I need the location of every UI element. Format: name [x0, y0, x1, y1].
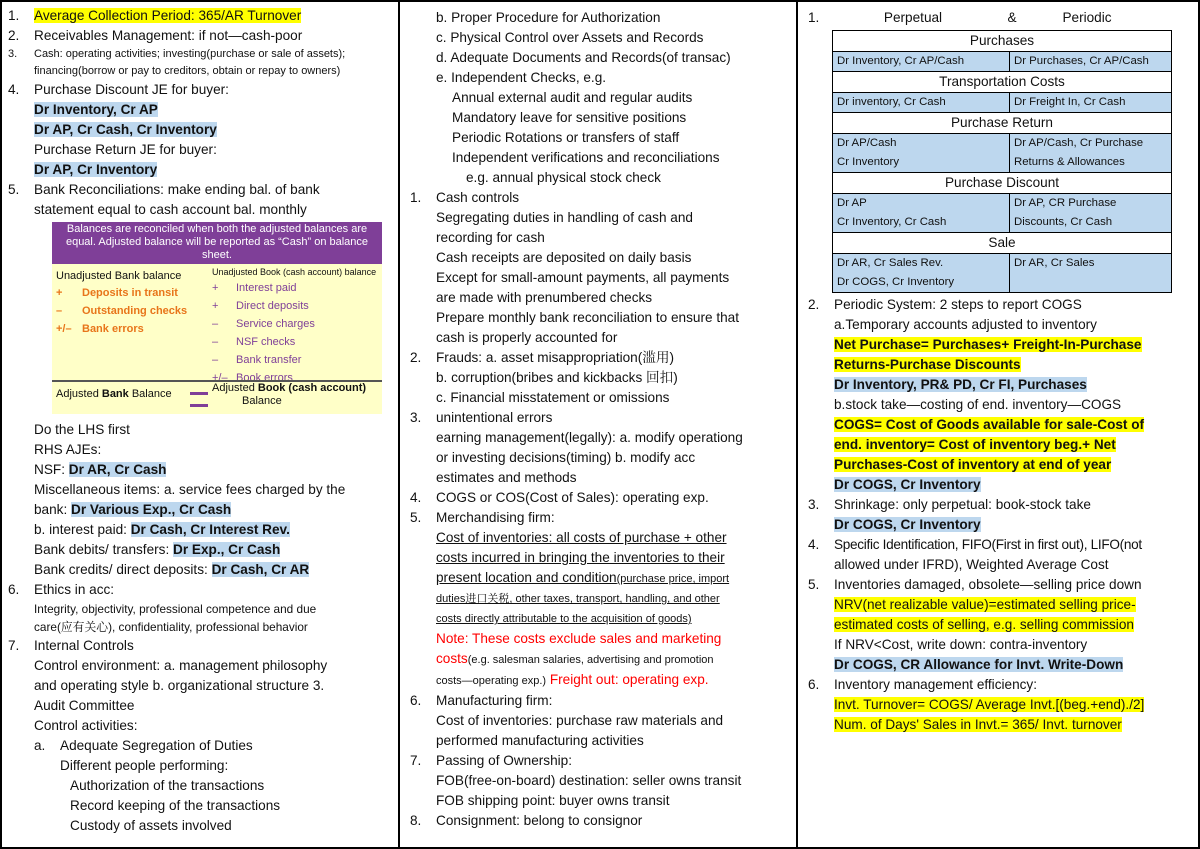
text-small: costs—operating exp.) [436, 675, 547, 687]
bank-rec-header: Balances are reconciled when both the adjusted balances are equal. Adjusted balance will be reported as “Cash” on balance sheet. [52, 222, 382, 264]
text-line: Segregating duties in handling of cash and [436, 210, 693, 225]
item-number: 1. [8, 8, 20, 23]
foot-bold: Book (cash account) [257, 382, 367, 394]
text-line: Control environment: a. management philosophy [34, 658, 328, 673]
text-line: Custody of assets involved [70, 818, 232, 833]
column-1 [2, 2, 400, 847]
bank-rec-item: Bank Reconciliations: make ending bal. of bank [34, 182, 320, 197]
item-number: 4. [8, 82, 20, 97]
journal-entry: Dr COGS, CR Allowance for Invt. Write-Down [834, 657, 1124, 672]
text-line: Cost of inventories: purchase raw materials and [436, 713, 724, 728]
foot-bold: Bank [101, 388, 129, 400]
text-line: a.Temporary accounts adjusted to inventory [834, 317, 1097, 332]
efficiency-item: Inventory management efficiency: [834, 677, 1038, 692]
equals-sign-icon [190, 392, 208, 407]
formula: Invt. Turnover= COGS/ Average Invt.[(beg.+end)./2] [834, 697, 1145, 712]
item-number: 2. [410, 350, 422, 365]
journal-entry: Dr AR, Cr Cash [68, 462, 167, 477]
sign: – [56, 305, 63, 317]
text-line: d. Adequate Documents and Records(of transac) [436, 50, 731, 65]
section-title: Transportation Costs [833, 72, 1172, 93]
item-number: 4. [410, 490, 422, 505]
sign: +/– [212, 372, 228, 384]
entry-line: Dr COGS, Cr Inventory [837, 276, 955, 288]
book-adjustment: Service charges [236, 318, 315, 330]
journal-entry: Dr COGS, Cr Inventory [834, 477, 981, 492]
formula: estimated costs of selling, e.g. selling commission [834, 617, 1134, 632]
text-line: Adequate Segregation of Duties [60, 738, 253, 753]
formula: NRV(net realizable value)=estimated selling price- [834, 597, 1136, 612]
item-number: 6. [8, 582, 20, 597]
book-balance-title: Unadjusted Book (cash account) balance [212, 267, 377, 277]
text-line: are made with prenumbered checks [436, 290, 653, 305]
item-number: 6. [410, 693, 422, 708]
adjusted-book-balance [212, 382, 366, 408]
consignment-item: Consignment: belong to consignor [436, 813, 643, 828]
text-line: b. Proper Procedure for Authorization [436, 10, 661, 25]
sign: + [56, 287, 63, 299]
text-line: If NRV<Cost, write down: contra-inventory [834, 637, 1088, 652]
journal-entry: Dr Inventory, PR& PD, Cr FI, Purchases [834, 377, 1087, 392]
text-line: Except for small-amount payments, all payments [436, 270, 730, 285]
book-adjustment: Direct deposits [236, 300, 309, 312]
text-line: Audit Committee [34, 698, 135, 713]
formula: Net Purchase= Purchases+ Freight-In-Purchase [834, 337, 1142, 352]
item-number: 3. [808, 497, 820, 512]
merchandising-item: Merchandising firm: [436, 510, 555, 525]
entry-line: Cr Inventory, Cr Cash [837, 216, 947, 228]
text-line: c. Physical Control over Assets and Records [436, 30, 704, 45]
text-small: costs directly attributable to the acquisition of goods) [436, 613, 692, 625]
text-line: Cash receipts are deposited on daily basis [436, 250, 692, 265]
note-line: costs [436, 651, 468, 666]
item-number: 2. [808, 297, 820, 312]
text-small: duties进口关税, other taxes, transport, handling, and other [436, 593, 720, 605]
text-line: Annual external audit and regular audits [452, 90, 693, 105]
text-line: recording for cash [436, 230, 545, 245]
text-line: earning management(legally): a. modify operationg [436, 430, 743, 445]
entry-line: Dr AR, Cr Sales Rev. [837, 257, 944, 269]
label: bank: [34, 502, 72, 517]
perpetual-entry [833, 194, 1010, 233]
sign: – [212, 336, 219, 348]
text-line: Control activities: [34, 718, 138, 733]
periodic-entry: Dr Purchases, Cr AP/Cash [1010, 52, 1172, 72]
bank-reconciliation-figure [52, 222, 382, 414]
note-line: Note: These costs exclude sales and marketing [436, 631, 722, 646]
errors-item: unintentional errors [436, 410, 553, 425]
purchase-return-label: Purchase Return JE for buyer: [34, 142, 217, 157]
journal-entry: Dr Cash, Cr Interest Rev. [130, 522, 290, 537]
foot-text: Adjusted [212, 382, 258, 394]
perpetual-header: Perpetual [883, 10, 943, 25]
column-2 [400, 2, 798, 847]
text-line: Prepare monthly bank reconciliation to ensure that [436, 310, 740, 325]
text-line: Cost of inventories: all costs of purchase + other [436, 530, 727, 545]
book-adjustment: Book errors [236, 372, 293, 384]
cash-activities-line2: financing(borrow or pay to creditors, obtain or repay to owners) [34, 65, 341, 77]
manufacturing-item: Manufacturing firm: [436, 693, 553, 708]
book-adjustment: Bank transfer [236, 354, 302, 366]
text-small: (e.g. salesman salaries, advertising and promotion [467, 654, 714, 666]
foot-text: Adjusted [56, 388, 102, 400]
entry-line: Returns & Allowances [1014, 156, 1125, 168]
item-number: 3. [8, 48, 18, 60]
text-line: costs incurred in bringing the inventories to their [436, 550, 725, 565]
cash-controls-item: Cash controls [436, 190, 520, 205]
text-line: FOB shipping point: buyer owns transit [436, 793, 670, 808]
sign: + [212, 282, 219, 294]
formula: Returns-Purchase Discounts [834, 357, 1021, 372]
shrinkage-item: Shrinkage: only perpetual: book-stock take [834, 497, 1091, 512]
journal-entry: Dr Exp., Cr Cash [173, 542, 281, 557]
adjusted-bank-balance [56, 388, 172, 400]
periodic-entry [1010, 254, 1172, 293]
item-number: 5. [8, 182, 20, 197]
entry-line: Dr AP, CR Purchase [1014, 197, 1117, 209]
item-number: 7. [410, 753, 422, 768]
formula: COGS= Cost of Goods available for sale-Cost of [834, 417, 1145, 432]
bank-rec-line2: statement equal to cash account bal. monthly [34, 202, 307, 217]
foot-text: Balance [128, 388, 172, 400]
entry-line: Dr AP/Cash [837, 137, 897, 149]
journal-entry: Dr AP, Cr Cash, Cr Inventory [34, 122, 217, 137]
sign: +/– [56, 323, 72, 335]
text-line: b. corruption(bribes and kickbacks 回扣) [436, 370, 678, 385]
section-title: Purchase Return [833, 113, 1172, 134]
sign: + [212, 300, 219, 312]
text-line: allowed under IFRD), Weighted Average Cost [834, 557, 1109, 572]
journal-entry: Dr Various Exp., Cr Cash [71, 502, 232, 517]
sign: – [212, 318, 219, 330]
costing-methods-item: Specific Identification, FIFO(First in first out), LIFO(not [834, 537, 1142, 552]
perpetual-entry [833, 134, 1010, 173]
entry-line: Cr Inventory [837, 156, 900, 168]
rhs-note: RHS AJEs: [34, 442, 102, 457]
ethics-line1: Integrity, objectivity, professional competence and due [34, 602, 317, 616]
sub-letter: a. [34, 738, 46, 753]
journal-entry: Dr COGS, Cr Inventory [834, 517, 981, 532]
lhs-note: Do the LHS first [34, 422, 130, 437]
text-line: c. Financial misstatement or omissions [436, 390, 670, 405]
journal-entry: Dr AP, Cr Inventory [34, 162, 158, 177]
perpetual-periodic-table [832, 30, 1172, 293]
text-line: and operating style b. organizational structure 3. [34, 678, 325, 693]
label: Bank debits/ transfers: [34, 542, 174, 557]
text-line: FOB(free-on-board) destination: seller owns transit [436, 773, 742, 788]
label: Bank credits/ direct deposits: [34, 562, 212, 577]
periodic-entry [1010, 134, 1172, 173]
text-line: Mandatory leave for sensitive positions [452, 110, 687, 125]
entry-line: Dr AP [837, 197, 867, 209]
bank-adjustment: Deposits in transit [82, 287, 178, 299]
bank-balance-title: Unadjusted Bank balance [56, 270, 182, 282]
item-number: 5. [808, 577, 820, 592]
collection-period-item: Average Collection Period: 365/AR Turnover [34, 8, 302, 23]
perpetual-entry: Dr Inventory, Cr AP/Cash [833, 52, 1010, 72]
entry-line: Discounts, Cr Cash [1014, 216, 1113, 228]
text-line: Periodic Rotations or transfers of staff [452, 130, 680, 145]
section-title: Sale [833, 233, 1172, 254]
section-title: Purchase Discount [833, 173, 1172, 194]
bank-adjustment: Outstanding checks [82, 305, 188, 317]
formula: Purchases-Cost of inventory at end of year [834, 457, 1112, 472]
column-3 [798, 2, 1198, 847]
cash-activities-line1: Cash: operating activities; investing(purchase or sale of assets); [34, 48, 346, 60]
text-line: Different people performing: [60, 758, 229, 773]
item-number: 1. [410, 190, 422, 205]
item-number: 6. [808, 677, 820, 692]
purchase-discount-item: Purchase Discount JE for buyer: [34, 82, 229, 97]
misc-items: Miscellaneous items: a. service fees charged by the [34, 482, 346, 497]
text-line: present location and condition [436, 570, 617, 585]
bank-adjustment: Bank errors [82, 323, 144, 335]
text-line: e.g. annual physical stock check [466, 170, 661, 185]
item-number: 4. [808, 537, 820, 552]
frauds-item: Frauds: a. asset misappropriation(滥用) [436, 350, 674, 365]
inventories-damaged-item: Inventories damaged, obsolete—selling price down [834, 577, 1142, 592]
label: NSF: [34, 462, 69, 477]
text-line: performed manufacturing activities [436, 733, 644, 748]
formula: end. inventory= Cost of inventory beg.+ Net [834, 437, 1116, 452]
entry-line: Dr AP/Cash, Cr Purchase [1014, 137, 1144, 149]
book-balance-side [212, 266, 376, 387]
ethics-item: Ethics in acc: [34, 582, 115, 597]
item-number: 7. [8, 638, 20, 653]
item-number: 8. [410, 813, 422, 828]
entry-line: Dr AR, Cr Sales [1014, 257, 1095, 269]
bank-rec-body [52, 264, 382, 414]
note-line: Freight out: operating exp. [546, 672, 709, 687]
item-number: 2. [8, 28, 20, 43]
internal-controls-item: Internal Controls [34, 638, 134, 653]
periodic-system-item: Periodic System: 2 steps to report COGS [834, 297, 1082, 312]
cogs-item: COGS or COS(Cost of Sales): operating exp. [436, 490, 709, 505]
perpetual-entry: Dr inventory, Cr Cash [833, 93, 1010, 113]
item-number: 5. [410, 510, 422, 525]
ownership-item: Passing of Ownership: [436, 753, 573, 768]
ethics-line2: care(应有关心), confidentiality, professional behavior [34, 620, 308, 634]
foot-text: Balance [242, 395, 282, 407]
ampersand: & [1007, 10, 1017, 25]
text-line: e. Independent Checks, e.g. [436, 70, 607, 85]
perpetual-entry [833, 254, 1010, 293]
book-adjustment: NSF checks [236, 336, 296, 348]
periodic-header: Periodic [1062, 10, 1112, 25]
journal-entry: Dr Inventory, Cr AP [34, 102, 158, 117]
formula: Num. of Days' Sales in Invt.= 365/ Invt. turnover [834, 717, 1122, 732]
receivables-item: Receivables Management: if not—cash-poor [34, 28, 303, 43]
sign: – [212, 354, 219, 366]
text-line: Authorization of the transactions [70, 778, 265, 793]
text-line: Independent verifications and reconciliations [452, 150, 720, 165]
text-line: cash is properly accounted for [436, 330, 618, 345]
bank-balance-side [56, 268, 187, 338]
text-line: Record keeping of the transactions [70, 798, 281, 813]
text-line: or investing decisions(timing) b. modify acc [436, 450, 696, 465]
label: b. interest paid: [34, 522, 131, 537]
text-small: (purchase price, import [616, 573, 730, 585]
section-title: Purchases [833, 31, 1172, 52]
periodic-entry: Dr Freight In, Cr Cash [1010, 93, 1172, 113]
book-adjustment: Interest paid [236, 282, 297, 294]
periodic-entry [1010, 194, 1172, 233]
item-number: 1. [808, 10, 820, 25]
text-line: estimates and methods [436, 470, 577, 485]
journal-entry: Dr Cash, Cr AR [211, 562, 310, 577]
item-number: 3. [410, 410, 422, 425]
text-line: b.stock take—costing of end. inventory—COGS [834, 397, 1122, 412]
